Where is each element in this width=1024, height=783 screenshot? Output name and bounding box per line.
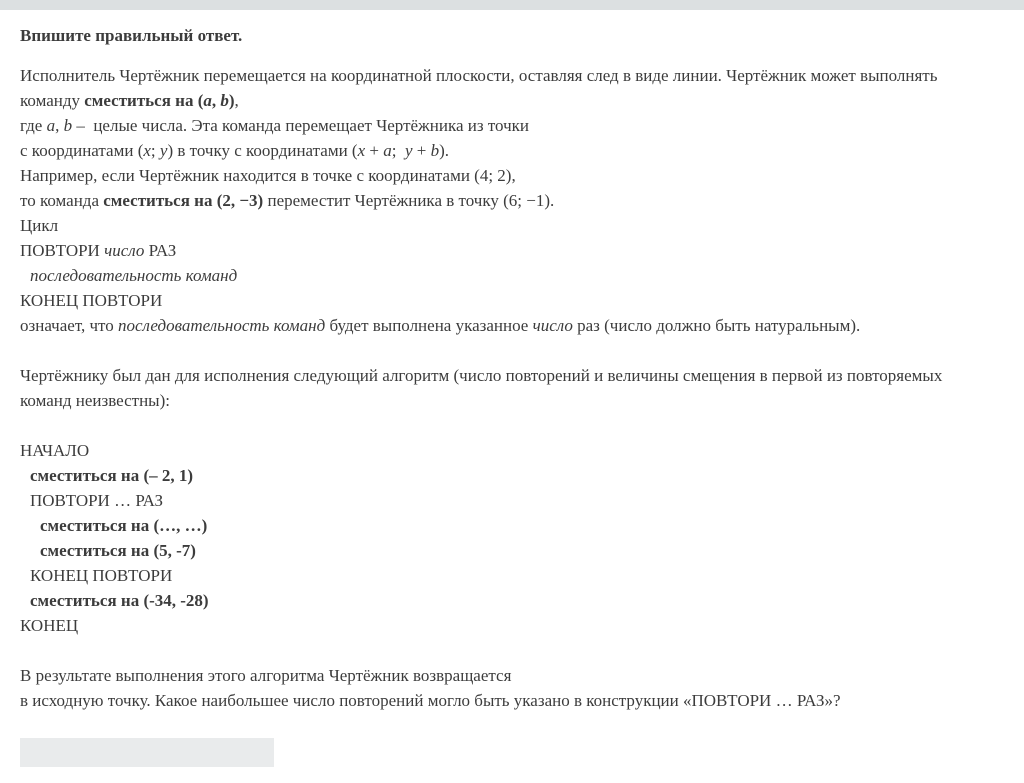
algo-cmd-shift-minus34-minus28: сместиться на (-34, -28) xyxy=(30,591,209,610)
answer-input[interactable] xyxy=(20,738,274,767)
question-line1: В результате выполнения этого алгоритма Чертёжник возвращается xyxy=(20,666,512,685)
task-page xyxy=(0,10,1024,767)
cycle-label: Цикл xyxy=(20,216,59,235)
top-border-strip xyxy=(0,0,1024,10)
question-text xyxy=(20,663,1024,713)
task-statement-line2: команд неизвестны): xyxy=(20,391,170,410)
description-line2-suffix: , xyxy=(234,91,239,110)
task-statement xyxy=(20,363,1024,413)
task-statement-line1: Чертёжнику был дан для исполнения следующий алгоритм (число повторений и величины смещения в первой из повторяемых xyxy=(20,366,943,385)
sequence-of-commands-label: последовательность команд xyxy=(30,266,238,285)
question-line2: в исходную точку. Какое наибольшее число повторений могло быть указано в конструкции «ПОВТОРИ … РАЗ»? xyxy=(20,691,841,710)
algo-cmd-shift-1: сместиться на (– 2, 1) xyxy=(30,466,194,485)
algo-repeat: ПОВТОРИ … РАЗ xyxy=(30,491,163,510)
algorithm-block xyxy=(20,438,1024,638)
description-line4: с координатами (x; y) в точку с координатами (x + a; y + b). xyxy=(20,141,450,160)
algo-cmd-shift-5-minus7: сместиться на (5, -7) xyxy=(40,541,196,560)
command-shift-2-minus3: сместиться на (2, −3) xyxy=(103,191,264,210)
page-title: Впишите правильный ответ. xyxy=(20,26,243,45)
algo-cmd-shift-unknown: сместиться на (…, …) xyxy=(40,516,208,535)
description-example-line2: то команда сместиться на (2, −3) переместит Чертёжника в точку (6; −1). xyxy=(20,191,555,210)
algo-end: КОНЕЦ xyxy=(20,616,79,635)
description-line2-prefix: команду xyxy=(20,91,85,110)
end-repeat-syntax-line: КОНЕЦ ПОВТОРИ xyxy=(20,291,163,310)
repeat-syntax-line: ПОВТОРИ число РАЗ xyxy=(20,241,177,260)
algo-end-repeat: КОНЕЦ ПОВТОРИ xyxy=(30,566,173,585)
description-example-line1: Например, если Чертёжник находится в точке с координатами (4; 2), xyxy=(20,166,516,185)
description-line1: Исполнитель Чертёжник перемещается на координатной плоскости, оставляя след в виде линии. Чертёжник может выполнять xyxy=(20,66,938,85)
cycle-meaning-line: означает, что последовательность команд будет выполнена указанное число раз (число должно быть натуральным). xyxy=(20,316,861,335)
executor-description xyxy=(20,63,1024,338)
algo-begin: НАЧАЛО xyxy=(20,441,90,460)
description-line3: где a, b – целые числа. Эта команда перемещает Чертёжника из точки xyxy=(20,116,530,135)
command-shift-ab: сместиться на (a, b) xyxy=(84,91,235,110)
